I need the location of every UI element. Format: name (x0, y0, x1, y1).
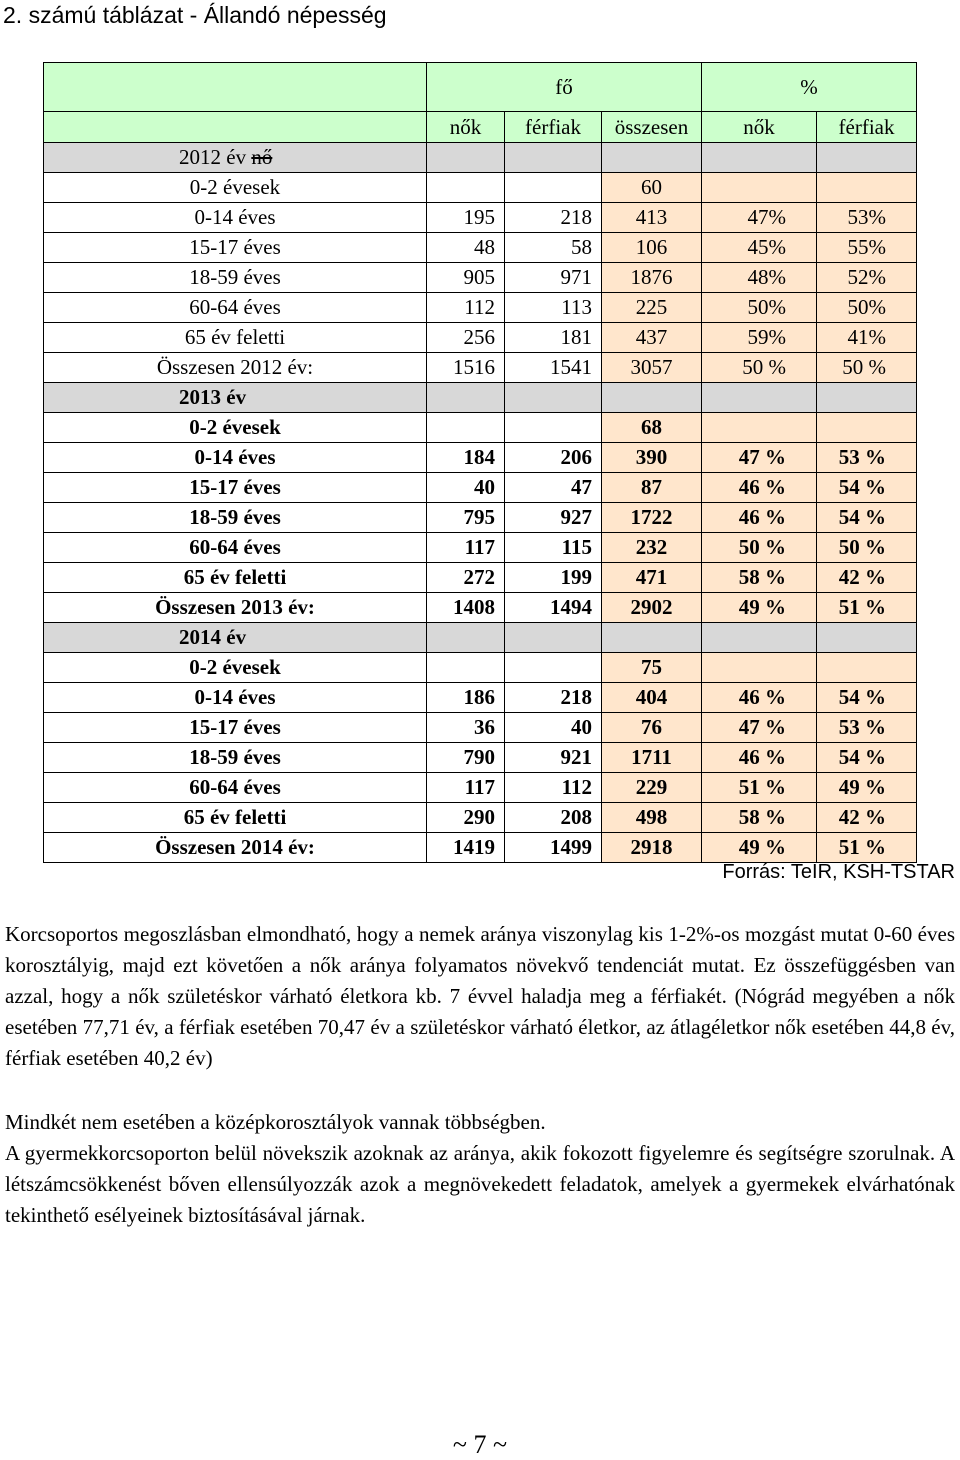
cell-osszesen: 2918 (602, 833, 702, 863)
empty-cell (505, 623, 602, 653)
cell-ferfiak: 1499 (505, 833, 602, 863)
paragraph: Korcsoportos megoszlásban elmondható, hogy a nemek aránya viszonylag kis 1-2%-os mozgást mutat 0-60 éves korosztályig, majd ezt követően a nők aránya folyamatos növekvő tendenciát mutat. Ez összefüggésben van azzal, hogy a nők születéskor várható életkora kb. 7 évvel haladja meg a férfiakét. (Nógrád megyében a nők esetében 77,71 év, a férfiak esetében 70,47 év a születéskor várható életkor, az átlagéletkor nők esetében 44,8 év, férfiak esetében 40,2 év) (5, 922, 955, 1070)
cell-nok-pct: 58 % (702, 803, 817, 833)
cell-nok-pct: 47 % (702, 443, 817, 473)
row-label: 18-59 éves (44, 503, 427, 533)
cell-ferfiak-pct: 50% (817, 293, 917, 323)
cell-osszesen: 1876 (602, 263, 702, 293)
cell-nok-pct (702, 173, 817, 203)
cell-nok: 256 (427, 323, 505, 353)
year-label (44, 623, 427, 653)
cell-nok-pct: 45% (702, 233, 817, 263)
header-row-columns (44, 112, 917, 143)
cell-osszesen: 87 (602, 473, 702, 503)
year-header-row (44, 143, 917, 173)
cell-ferfiak-pct: 54 % (817, 503, 917, 533)
cell-ferfiak-pct: 50 % (817, 353, 917, 383)
paragraph: Mindkét nem esetében a középkorosztályok vannak többségben. (5, 1110, 546, 1134)
cell-osszesen: 437 (602, 323, 702, 353)
cell-osszesen: 3057 (602, 353, 702, 383)
cell-nok-pct: 58 % (702, 563, 817, 593)
cell-ferfiak-pct: 51 % (817, 833, 917, 863)
table-row (44, 833, 917, 863)
table-row (44, 563, 917, 593)
cell-osszesen: 413 (602, 203, 702, 233)
cell-nok: 117 (427, 533, 505, 563)
cell-osszesen: 106 (602, 233, 702, 263)
cell-nok-pct: 50 % (702, 533, 817, 563)
empty-cell (427, 623, 505, 653)
cell-ferfiak: 921 (505, 743, 602, 773)
cell-nok: 48 (427, 233, 505, 263)
table-row (44, 353, 917, 383)
cell-nok-pct: 49 % (702, 593, 817, 623)
cell-ferfiak: 199 (505, 563, 602, 593)
cell-ferfiak: 218 (505, 683, 602, 713)
table-row (44, 503, 917, 533)
cell-nok: 1419 (427, 833, 505, 863)
cell-nok (427, 173, 505, 203)
row-label: 0-2 évesek (44, 413, 427, 443)
cell-nok: 184 (427, 443, 505, 473)
cell-ferfiak-pct: 50 % (817, 533, 917, 563)
cell-nok: 272 (427, 563, 505, 593)
cell-nok-pct: 46 % (702, 503, 817, 533)
cell-osszesen: 60 (602, 173, 702, 203)
row-label: 65 év feletti (44, 323, 427, 353)
table-row (44, 803, 917, 833)
cell-ferfiak: 181 (505, 323, 602, 353)
cell-nok: 790 (427, 743, 505, 773)
cell-osszesen: 229 (602, 773, 702, 803)
cell-nok: 1408 (427, 593, 505, 623)
cell-ferfiak: 58 (505, 233, 602, 263)
cell-ferfiak: 40 (505, 713, 602, 743)
row-label: 65 év feletti (44, 803, 427, 833)
year-label-text: 2013 év (179, 385, 247, 409)
cell-nok: 795 (427, 503, 505, 533)
cell-osszesen: 76 (602, 713, 702, 743)
row-label: 15-17 éves (44, 233, 427, 263)
cell-ferfiak-pct (817, 413, 917, 443)
cell-ferfiak-pct (817, 173, 917, 203)
cell-osszesen: 471 (602, 563, 702, 593)
cell-ferfiak-pct: 51 % (817, 593, 917, 623)
page-title: 2. számú táblázat - Állandó népesség (3, 2, 387, 28)
empty-cell (817, 383, 917, 413)
cell-ferfiak (505, 653, 602, 683)
empty-cell (817, 143, 917, 173)
cell-nok-pct: 50 % (702, 353, 817, 383)
header-group-pct: % (702, 63, 917, 112)
cell-ferfiak-pct: 55% (817, 233, 917, 263)
cell-nok-pct: 48% (702, 263, 817, 293)
row-label: 18-59 éves (44, 263, 427, 293)
cell-nok: 186 (427, 683, 505, 713)
cell-ferfiak-pct: 53 % (817, 443, 917, 473)
table-row (44, 653, 917, 683)
cell-nok (427, 653, 505, 683)
row-label: 0-14 éves (44, 683, 427, 713)
table-row (44, 233, 917, 263)
cell-nok-pct (702, 653, 817, 683)
cell-osszesen: 498 (602, 803, 702, 833)
table-row (44, 173, 917, 203)
page-number: ~ 7 ~ (452, 1430, 508, 1459)
cell-osszesen: 404 (602, 683, 702, 713)
table-row (44, 713, 917, 743)
year-label (44, 383, 427, 413)
row-label: 65 év feletti (44, 563, 427, 593)
table-row (44, 593, 917, 623)
cell-ferfiak-pct: 54 % (817, 473, 917, 503)
table-row (44, 443, 917, 473)
cell-nok-pct: 50% (702, 293, 817, 323)
header-group-fo: fő (427, 63, 702, 112)
cell-ferfiak: 47 (505, 473, 602, 503)
cell-nok-pct: 59% (702, 323, 817, 353)
year-label-strike: nő (251, 145, 273, 169)
cell-ferfiak: 208 (505, 803, 602, 833)
table-row (44, 773, 917, 803)
cell-osszesen: 2902 (602, 593, 702, 623)
cell-nok-pct: 46 % (702, 473, 817, 503)
empty-cell (702, 143, 817, 173)
cell-ferfiak-pct: 54 % (817, 683, 917, 713)
row-label: 0-2 évesek (44, 173, 427, 203)
cell-osszesen: 1711 (602, 743, 702, 773)
row-label: Összesen 2012 év: (44, 353, 427, 383)
header-col-nok: nők (427, 112, 505, 143)
cell-ferfiak: 971 (505, 263, 602, 293)
cell-ferfiak-pct: 54 % (817, 743, 917, 773)
row-label: 60-64 éves (44, 293, 427, 323)
cell-nok: 195 (427, 203, 505, 233)
cell-nok-pct: 47% (702, 203, 817, 233)
cell-nok-pct (702, 413, 817, 443)
cell-ferfiak: 112 (505, 773, 602, 803)
cell-nok: 290 (427, 803, 505, 833)
source-note: Forrás: TeIR, KSH-TSTAR (722, 861, 955, 883)
cell-osszesen: 1722 (602, 503, 702, 533)
year-label-text: 2014 év (179, 625, 247, 649)
empty-cell (602, 143, 702, 173)
row-label: 15-17 éves (44, 713, 427, 743)
row-label: 0-14 éves (44, 443, 427, 473)
empty-cell (427, 143, 505, 173)
table-row (44, 683, 917, 713)
cell-nok: 1516 (427, 353, 505, 383)
empty-cell (427, 383, 505, 413)
cell-ferfiak-pct: 52% (817, 263, 917, 293)
cell-nok-pct: 51 % (702, 773, 817, 803)
row-label: 60-64 éves (44, 773, 427, 803)
cell-ferfiak (505, 173, 602, 203)
cell-ferfiak-pct (817, 653, 917, 683)
cell-nok: 905 (427, 263, 505, 293)
cell-osszesen: 232 (602, 533, 702, 563)
empty-cell (602, 383, 702, 413)
table-row (44, 263, 917, 293)
cell-ferfiak-pct: 49 % (817, 773, 917, 803)
year-label (44, 143, 427, 173)
cell-osszesen: 390 (602, 443, 702, 473)
row-label: Összesen 2014 év: (44, 833, 427, 863)
year-label-text: 2012 év (179, 145, 247, 169)
cell-nok: 112 (427, 293, 505, 323)
cell-osszesen: 225 (602, 293, 702, 323)
empty-cell (702, 623, 817, 653)
empty-cell (505, 143, 602, 173)
population-table (43, 62, 917, 863)
row-label: 0-14 éves (44, 203, 427, 233)
cell-nok: 36 (427, 713, 505, 743)
cell-nok-pct: 46 % (702, 683, 817, 713)
cell-ferfiak-pct: 53% (817, 203, 917, 233)
cell-ferfiak: 218 (505, 203, 602, 233)
cell-ferfiak: 115 (505, 533, 602, 563)
header-col-osszesen: összesen (602, 112, 702, 143)
cell-ferfiak: 113 (505, 293, 602, 323)
row-label: 60-64 éves (44, 533, 427, 563)
year-header-row (44, 383, 917, 413)
table-row (44, 743, 917, 773)
header-col-ferfiak-pct: férfiak (817, 112, 917, 143)
cell-ferfiak (505, 413, 602, 443)
table-row (44, 323, 917, 353)
cell-ferfiak: 206 (505, 443, 602, 473)
paragraph: A gyermekkorcsoporton belül növekszik azoknak az aránya, akik fokozott figyelemre és segítségre szorulnak. A létszámcsökkenést bőven ellensúlyozzák azok a megnövekedett feladatok, amelyek a gyermekek elvárhatónak tekinthető esélyeinek biztosításával járnak. (5, 1141, 955, 1227)
row-label: 18-59 éves (44, 743, 427, 773)
cell-nok: 40 (427, 473, 505, 503)
table-row (44, 533, 917, 563)
table-row (44, 203, 917, 233)
cell-nok-pct: 46 % (702, 743, 817, 773)
row-label: 15-17 éves (44, 473, 427, 503)
header-col-ferfiak: férfiak (505, 112, 602, 143)
table-row (44, 413, 917, 443)
empty-cell (602, 623, 702, 653)
cell-nok-pct: 47 % (702, 713, 817, 743)
header-row-groups (44, 63, 917, 112)
cell-ferfiak: 1541 (505, 353, 602, 383)
row-label: Összesen 2013 év: (44, 593, 427, 623)
cell-ferfiak-pct: 53 % (817, 713, 917, 743)
empty-cell (505, 383, 602, 413)
cell-osszesen: 68 (602, 413, 702, 443)
cell-ferfiak-pct: 41% (817, 323, 917, 353)
empty-cell (702, 383, 817, 413)
year-header-row (44, 623, 917, 653)
cell-ferfiak: 1494 (505, 593, 602, 623)
row-label: 0-2 évesek (44, 653, 427, 683)
cell-nok-pct: 49 % (702, 833, 817, 863)
header-col-nok-pct: nők (702, 112, 817, 143)
table-row (44, 473, 917, 503)
empty-cell (817, 623, 917, 653)
cell-nok: 117 (427, 773, 505, 803)
cell-nok (427, 413, 505, 443)
cell-ferfiak-pct: 42 % (817, 803, 917, 833)
cell-osszesen: 75 (602, 653, 702, 683)
cell-ferfiak-pct: 42 % (817, 563, 917, 593)
table-row (44, 293, 917, 323)
cell-ferfiak: 927 (505, 503, 602, 533)
